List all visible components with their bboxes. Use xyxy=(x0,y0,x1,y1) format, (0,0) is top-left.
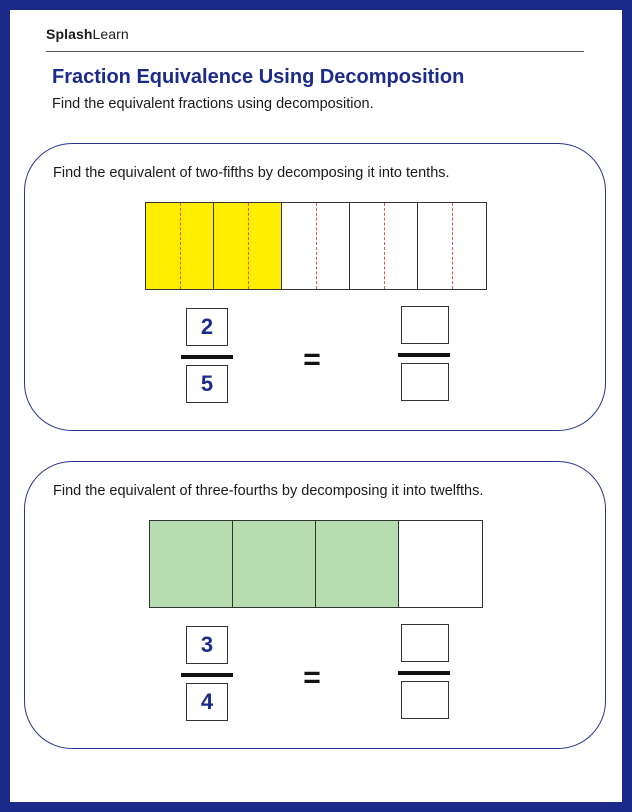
fraction-bar xyxy=(149,520,483,608)
bar-split-line xyxy=(384,203,385,289)
fraction-bar-line xyxy=(181,673,233,677)
bar-segment xyxy=(150,521,233,607)
fraction-bar-line xyxy=(398,671,450,675)
bar-segment xyxy=(233,521,316,607)
answer-denominator-box[interactable] xyxy=(401,681,449,719)
problem-card-2 xyxy=(24,461,606,749)
bar-split-line xyxy=(248,203,249,289)
given-denominator-box: 4 xyxy=(186,683,228,721)
answer-numerator-box[interactable] xyxy=(401,624,449,662)
page-title: Fraction Equivalence Using Decomposition xyxy=(52,66,465,88)
bar-segment xyxy=(316,521,399,607)
answer-denominator-box[interactable] xyxy=(401,363,449,401)
bar-segment xyxy=(146,203,214,289)
bar-segment xyxy=(282,203,350,289)
bar-segment xyxy=(418,203,486,289)
given-numerator-box: 3 xyxy=(186,626,228,664)
bar-split-line xyxy=(452,203,453,289)
equals-sign: = xyxy=(303,661,321,694)
fraction-bar xyxy=(145,202,487,290)
problem-prompt: Find the equivalent of three-fourths by decomposing it into twelfths. xyxy=(53,483,484,499)
fraction-bar-line xyxy=(398,353,450,357)
header-divider xyxy=(46,51,584,52)
bar-split-line xyxy=(180,203,181,289)
fraction-bar-line xyxy=(181,355,233,359)
problem-card-1 xyxy=(24,143,606,431)
bar-segment xyxy=(214,203,282,289)
given-denominator-box: 5 xyxy=(186,365,228,403)
given-numerator-box: 2 xyxy=(186,308,228,346)
problem-prompt: Find the equivalent of two-fifths by decomposing it into tenths. xyxy=(53,165,450,181)
bar-segment xyxy=(399,521,482,607)
bar-split-line xyxy=(316,203,317,289)
page-subtitle: Find the equivalent fractions using decomposition. xyxy=(52,96,374,112)
worksheet-page xyxy=(10,10,622,802)
bar-segment xyxy=(350,203,418,289)
equals-sign: = xyxy=(303,343,321,376)
brand-logo: SplashLearn xyxy=(46,26,129,42)
answer-numerator-box[interactable] xyxy=(401,306,449,344)
